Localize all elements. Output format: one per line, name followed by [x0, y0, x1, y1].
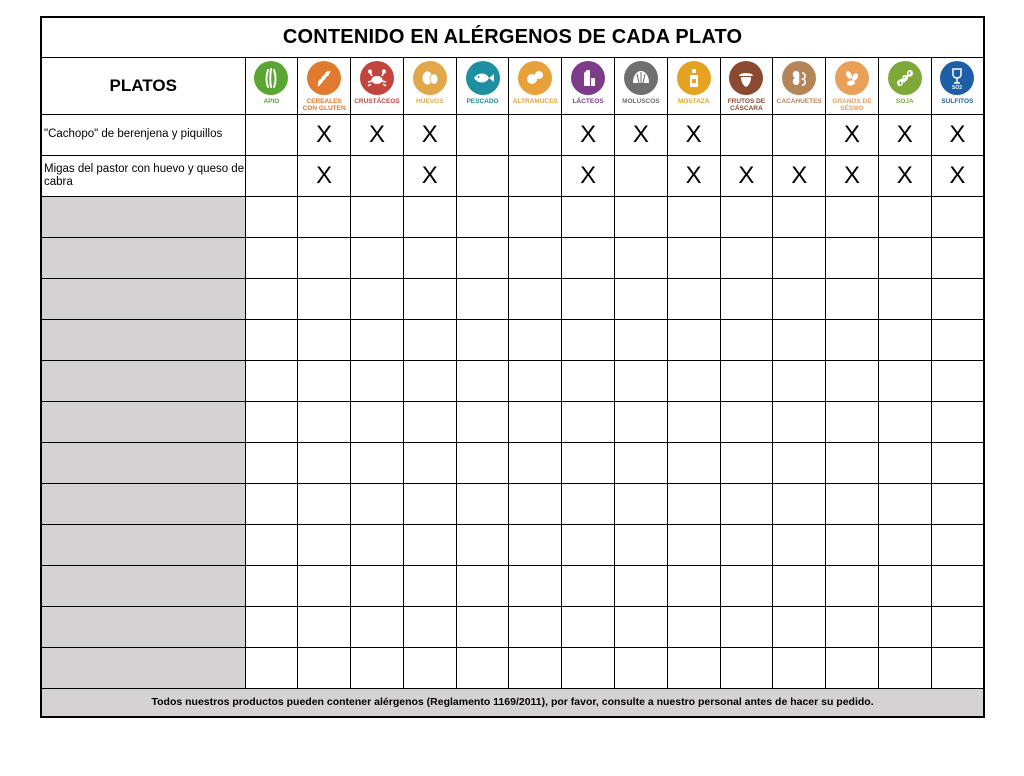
allergen-mark-soja — [878, 278, 931, 319]
allergen-mark-mostaza — [667, 237, 720, 278]
allergen-mark-pescado — [456, 565, 509, 606]
dish-name-cell — [41, 442, 245, 483]
dish-name-cell — [41, 237, 245, 278]
allergen-mark-moluscos: X — [614, 114, 667, 155]
allergen-mark-frutos — [720, 237, 773, 278]
allergen-mark-huevos — [403, 565, 456, 606]
allergen-mark-sulfitos — [931, 647, 984, 688]
allergen-header-mostaza — [667, 57, 720, 114]
allergen-mark-altramuces — [509, 114, 562, 155]
allergen-mark-huevos — [403, 647, 456, 688]
allergen-mark-frutos — [720, 483, 773, 524]
dish-name-cell — [41, 483, 245, 524]
allergen-mark-pescado — [456, 524, 509, 565]
allergen-mark-crustaceos — [351, 237, 404, 278]
allergen-mark-soja — [878, 524, 931, 565]
allergen-mark-apio — [245, 524, 298, 565]
allergen-mark-mostaza — [667, 565, 720, 606]
allergen-mark-apio — [245, 647, 298, 688]
allergen-mark-soja — [878, 401, 931, 442]
allergen-mark-huevos — [403, 360, 456, 401]
allergen-mark-pescado — [456, 237, 509, 278]
allergen-mark-sulfitos: X — [931, 114, 984, 155]
allergen-mark-altramuces — [509, 196, 562, 237]
allergen-mark-sulfitos — [931, 196, 984, 237]
allergen-mark-lacteos — [562, 237, 615, 278]
allergen-mark-sulfitos — [931, 524, 984, 565]
allergen-header-sulfitos — [931, 57, 984, 114]
allergen-header-gluten — [298, 57, 351, 114]
allergen-mark-crustaceos — [351, 196, 404, 237]
allergen-mark-mostaza — [667, 647, 720, 688]
allergen-label: GRANOS DE SÉSMO — [832, 97, 872, 112]
table-row — [41, 606, 984, 647]
allergen-mark-huevos — [403, 237, 456, 278]
allergen-mark-huevos: X — [403, 114, 456, 155]
allergen-mark-gluten — [298, 319, 351, 360]
table-title: CONTENIDO EN ALÉRGENOS DE CADA PLATO — [41, 17, 984, 57]
allergen-mark-altramuces — [509, 278, 562, 319]
allergen-mark-soja — [878, 319, 931, 360]
dish-name-cell — [41, 360, 245, 401]
allergen-mark-apio — [245, 483, 298, 524]
allergen-mark-crustaceos — [351, 360, 404, 401]
allergen-mark-cacahuetes — [773, 114, 826, 155]
allergen-mark-crustaceos — [351, 401, 404, 442]
allergen-mark-sesamo — [826, 606, 879, 647]
allergen-mark-cacahuetes — [773, 483, 826, 524]
allergen-mark-frutos — [720, 401, 773, 442]
allergen-mark-crustaceos — [351, 278, 404, 319]
allergen-mark-sesamo — [826, 237, 879, 278]
allergen-mark-sesamo — [826, 196, 879, 237]
allergen-mark-moluscos — [614, 155, 667, 196]
allergen-mark-sesamo — [826, 319, 879, 360]
milk-icon — [571, 61, 605, 95]
shell-icon — [624, 61, 658, 95]
allergen-mark-frutos — [720, 647, 773, 688]
dish-name-cell — [41, 319, 245, 360]
crab-icon — [360, 61, 394, 95]
allergen-mark-sulfitos — [931, 401, 984, 442]
allergen-mark-frutos — [720, 196, 773, 237]
allergen-mark-gluten — [298, 237, 351, 278]
allergen-mark-cacahuetes: X — [773, 155, 826, 196]
allergen-mark-moluscos — [614, 606, 667, 647]
allergen-label: MOLUSCOS — [622, 97, 660, 105]
allergen-mark-sesamo — [826, 524, 879, 565]
allergen-mark-lacteos — [562, 278, 615, 319]
allergen-mark-mostaza — [667, 606, 720, 647]
allergen-mark-frutos: X — [720, 155, 773, 196]
allergen-mark-huevos — [403, 524, 456, 565]
allergen-mark-frutos — [720, 319, 773, 360]
allergen-mark-pescado — [456, 442, 509, 483]
allergen-mark-mostaza — [667, 442, 720, 483]
allergen-mark-sulfitos — [931, 565, 984, 606]
peanut-icon — [782, 61, 816, 95]
allergen-mark-apio — [245, 278, 298, 319]
table-row — [41, 196, 984, 237]
allergen-mark-sesamo: X — [826, 155, 879, 196]
allergen-mark-altramuces — [509, 565, 562, 606]
allergen-label: HUEVOS — [416, 97, 444, 105]
allergen-mark-sulfitos — [931, 442, 984, 483]
allergen-mark-gluten — [298, 606, 351, 647]
table-row — [41, 442, 984, 483]
allergen-mark-soja — [878, 360, 931, 401]
dish-name-cell: "Cachopo" de berenjena y piquillos — [41, 114, 245, 155]
allergen-mark-lacteos — [562, 442, 615, 483]
allergen-header-lacteos — [562, 57, 615, 114]
allergen-mark-huevos — [403, 278, 456, 319]
allergen-mark-gluten: X — [298, 155, 351, 196]
allergen-mark-mostaza — [667, 278, 720, 319]
allergen-mark-moluscos — [614, 360, 667, 401]
allergen-mark-crustaceos — [351, 647, 404, 688]
table-row — [41, 647, 984, 688]
allergen-mark-soja — [878, 442, 931, 483]
allergen-label: MOSTAZA — [677, 97, 710, 105]
allergen-mark-gluten: X — [298, 114, 351, 155]
allergen-mark-moluscos — [614, 196, 667, 237]
allergen-mark-frutos — [720, 524, 773, 565]
allergen-mark-sesamo — [826, 278, 879, 319]
allergen-mark-moluscos — [614, 278, 667, 319]
allergen-mark-moluscos — [614, 483, 667, 524]
dish-name-cell — [41, 196, 245, 237]
allergen-label: APIO — [263, 97, 280, 105]
allergen-mark-mostaza — [667, 319, 720, 360]
allergen-mark-crustaceos — [351, 155, 404, 196]
allergen-mark-huevos — [403, 319, 456, 360]
allergen-mark-sulfitos — [931, 360, 984, 401]
allergen-label: CACAHUETES — [776, 97, 822, 105]
allergen-mark-cacahuetes — [773, 360, 826, 401]
allergen-mark-soja: X — [878, 114, 931, 155]
lupin-icon — [518, 61, 552, 95]
allergen-mark-pescado — [456, 647, 509, 688]
allergen-mark-huevos — [403, 483, 456, 524]
allergen-mark-gluten — [298, 360, 351, 401]
allergen-mark-altramuces — [509, 155, 562, 196]
table-row — [41, 155, 984, 196]
allergen-mark-lacteos: X — [562, 114, 615, 155]
allergen-label: FRUTOS DE CÁSCARA — [727, 97, 766, 112]
celery-icon — [254, 61, 288, 95]
nut-icon — [729, 61, 763, 95]
allergen-label: CEREALES CON GLUTEN — [302, 97, 346, 112]
table-row — [41, 237, 984, 278]
table-row — [41, 565, 984, 606]
allergen-mark-sesamo — [826, 647, 879, 688]
allergen-label: SOJA — [895, 97, 914, 105]
soy-icon — [888, 61, 922, 95]
allergen-mark-soja — [878, 196, 931, 237]
allergen-mark-moluscos — [614, 319, 667, 360]
allergen-mark-altramuces — [509, 606, 562, 647]
dish-name-cell — [41, 647, 245, 688]
allergen-mark-mostaza — [667, 401, 720, 442]
allergen-mark-apio — [245, 114, 298, 155]
allergen-mark-sulfitos — [931, 483, 984, 524]
allergen-mark-lacteos — [562, 483, 615, 524]
dish-name-cell — [41, 524, 245, 565]
table-row — [41, 524, 984, 565]
allergen-mark-apio — [245, 565, 298, 606]
allergen-mark-gluten — [298, 442, 351, 483]
allergen-mark-moluscos — [614, 237, 667, 278]
table-row — [41, 360, 984, 401]
allergen-mark-altramuces — [509, 319, 562, 360]
allergen-mark-sesamo — [826, 483, 879, 524]
allergen-mark-frutos — [720, 114, 773, 155]
table-row — [41, 319, 984, 360]
allergen-mark-sulfitos — [931, 319, 984, 360]
allergen-mark-apio — [245, 360, 298, 401]
allergen-mark-sulfitos — [931, 237, 984, 278]
allergen-mark-sulfitos — [931, 278, 984, 319]
allergen-mark-frutos — [720, 606, 773, 647]
allergen-label: PESCADO — [466, 97, 499, 105]
allergen-mark-cacahuetes — [773, 237, 826, 278]
allergen-label: SULFITOS — [941, 97, 974, 105]
allergen-mark-mostaza: X — [667, 155, 720, 196]
allergen-mark-cacahuetes — [773, 647, 826, 688]
allergen-mark-altramuces — [509, 483, 562, 524]
allergen-table — [40, 16, 985, 718]
allergen-mark-frutos — [720, 442, 773, 483]
allergen-mark-lacteos — [562, 401, 615, 442]
allergen-mark-apio — [245, 155, 298, 196]
allergen-mark-moluscos — [614, 442, 667, 483]
allergen-mark-mostaza: X — [667, 114, 720, 155]
allergen-mark-cacahuetes — [773, 319, 826, 360]
allergen-mark-gluten — [298, 278, 351, 319]
allergen-mark-gluten — [298, 401, 351, 442]
allergen-mark-sesamo — [826, 442, 879, 483]
allergen-mark-lacteos: X — [562, 155, 615, 196]
platos-header: PLATOS — [41, 57, 245, 114]
allergen-header-cacahuetes — [773, 57, 826, 114]
allergen-mark-cacahuetes — [773, 524, 826, 565]
allergen-mark-sesamo — [826, 360, 879, 401]
mustard-icon — [677, 61, 711, 95]
allergen-mark-gluten — [298, 483, 351, 524]
allergen-mark-soja: X — [878, 155, 931, 196]
allergen-header-pescado — [456, 57, 509, 114]
allergen-header-soja — [878, 57, 931, 114]
allergen-label: ALTRAMUCES — [512, 97, 558, 105]
allergen-mark-mostaza — [667, 360, 720, 401]
allergen-mark-huevos — [403, 606, 456, 647]
allergen-header-frutos — [720, 57, 773, 114]
allergen-header-sesamo — [826, 57, 879, 114]
allergen-mark-altramuces — [509, 360, 562, 401]
allergen-mark-cacahuetes — [773, 278, 826, 319]
allergen-mark-altramuces — [509, 442, 562, 483]
dish-name-cell — [41, 278, 245, 319]
allergen-mark-mostaza — [667, 483, 720, 524]
allergen-mark-frutos — [720, 360, 773, 401]
sesame-icon — [835, 61, 869, 95]
footer-note: Todos nuestros productos pueden contener alérgenos (Reglamento 1169/2011), por favor, consulte a nuestro personal antes de hacer su pedido. — [41, 688, 984, 717]
egg-icon — [413, 61, 447, 95]
allergen-mark-frutos — [720, 278, 773, 319]
allergen-mark-altramuces — [509, 524, 562, 565]
allergen-mark-huevos: X — [403, 155, 456, 196]
allergen-mark-mostaza — [667, 524, 720, 565]
dish-name-cell — [41, 401, 245, 442]
allergen-label: LÁCTEOS — [572, 97, 604, 105]
allergen-mark-crustaceos — [351, 524, 404, 565]
allergen-mark-pescado — [456, 114, 509, 155]
allergen-mark-sulfitos — [931, 606, 984, 647]
allergen-mark-sesamo — [826, 565, 879, 606]
allergen-mark-apio — [245, 196, 298, 237]
allergen-mark-mostaza — [667, 196, 720, 237]
allergen-mark-pescado — [456, 196, 509, 237]
allergen-mark-altramuces — [509, 237, 562, 278]
allergen-header-altramuces — [509, 57, 562, 114]
allergen-mark-crustaceos — [351, 442, 404, 483]
allergen-mark-crustaceos: X — [351, 114, 404, 155]
allergen-mark-gluten — [298, 647, 351, 688]
allergen-mark-lacteos — [562, 319, 615, 360]
wheat-icon — [307, 61, 341, 95]
allergen-mark-moluscos — [614, 647, 667, 688]
allergen-mark-lacteos — [562, 565, 615, 606]
allergen-header-apio — [245, 57, 298, 114]
allergen-mark-pescado — [456, 360, 509, 401]
allergen-mark-frutos — [720, 565, 773, 606]
allergen-mark-crustaceos — [351, 319, 404, 360]
allergen-mark-cacahuetes — [773, 196, 826, 237]
allergen-mark-cacahuetes — [773, 606, 826, 647]
allergen-mark-gluten — [298, 524, 351, 565]
allergen-mark-pescado — [456, 278, 509, 319]
table-row — [41, 483, 984, 524]
allergen-mark-moluscos — [614, 401, 667, 442]
allergen-mark-pescado — [456, 483, 509, 524]
allergen-mark-crustaceos — [351, 483, 404, 524]
allergen-mark-lacteos — [562, 196, 615, 237]
allergen-mark-soja — [878, 237, 931, 278]
table-row — [41, 278, 984, 319]
allergen-mark-soja — [878, 647, 931, 688]
svg-text:SO2: SO2 — [952, 84, 963, 90]
fish-icon — [466, 61, 500, 95]
allergen-mark-lacteos — [562, 524, 615, 565]
allergen-mark-crustaceos — [351, 606, 404, 647]
allergen-mark-soja — [878, 606, 931, 647]
allergen-mark-pescado — [456, 319, 509, 360]
wine-icon — [940, 61, 974, 95]
allergen-mark-apio — [245, 606, 298, 647]
allergen-header-crustaceos — [351, 57, 404, 114]
allergen-mark-moluscos — [614, 524, 667, 565]
allergen-mark-altramuces — [509, 401, 562, 442]
allergen-label: CRUSTÁCEOS — [354, 97, 400, 105]
allergen-mark-soja — [878, 483, 931, 524]
allergen-mark-huevos — [403, 442, 456, 483]
allergen-mark-sulfitos: X — [931, 155, 984, 196]
allergen-mark-gluten — [298, 196, 351, 237]
allergen-mark-cacahuetes — [773, 565, 826, 606]
table-row — [41, 114, 984, 155]
allergen-mark-lacteos — [562, 360, 615, 401]
dish-name-cell — [41, 565, 245, 606]
dish-name-cell: Migas del pastor con huevo y queso de cabra — [41, 155, 245, 196]
allergen-mark-lacteos — [562, 606, 615, 647]
allergen-mark-huevos — [403, 401, 456, 442]
allergen-mark-pescado — [456, 155, 509, 196]
allergen-mark-moluscos — [614, 565, 667, 606]
allergen-mark-sesamo: X — [826, 114, 879, 155]
allergen-mark-altramuces — [509, 647, 562, 688]
dish-name-cell — [41, 606, 245, 647]
allergen-mark-pescado — [456, 606, 509, 647]
allergen-mark-cacahuetes — [773, 401, 826, 442]
allergen-mark-crustaceos — [351, 565, 404, 606]
allergen-mark-soja — [878, 565, 931, 606]
allergen-mark-cacahuetes — [773, 442, 826, 483]
allergen-mark-apio — [245, 401, 298, 442]
allergen-mark-gluten — [298, 565, 351, 606]
allergen-mark-apio — [245, 319, 298, 360]
allergen-mark-pescado — [456, 401, 509, 442]
allergen-mark-apio — [245, 442, 298, 483]
allergen-mark-lacteos — [562, 647, 615, 688]
allergen-header-moluscos — [614, 57, 667, 114]
allergen-mark-huevos — [403, 196, 456, 237]
allergen-header-huevos — [403, 57, 456, 114]
allergen-mark-sesamo — [826, 401, 879, 442]
table-row — [41, 401, 984, 442]
allergen-mark-apio — [245, 237, 298, 278]
